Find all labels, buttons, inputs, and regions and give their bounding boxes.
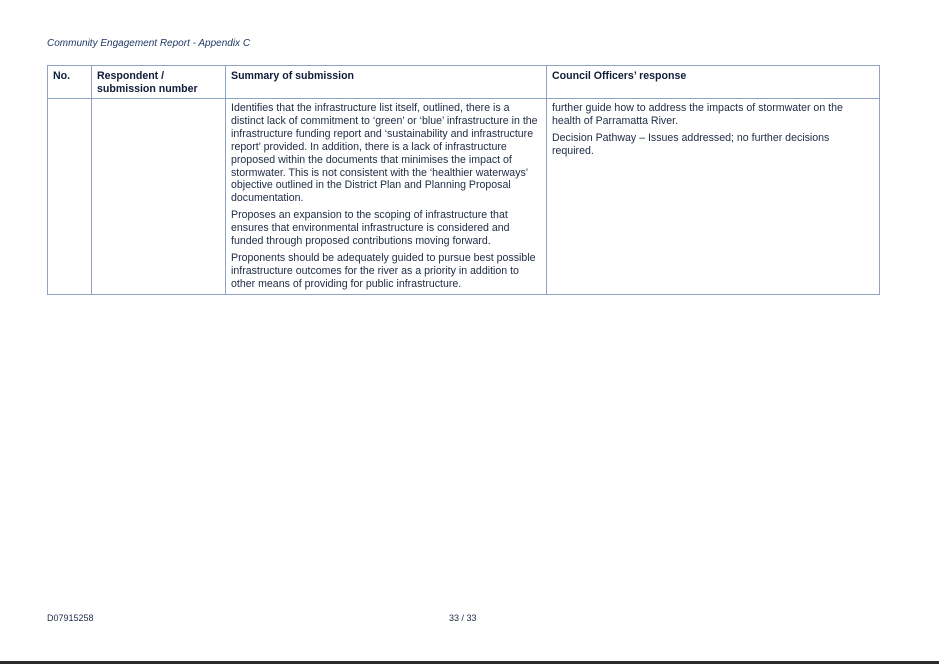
cell-summary xyxy=(226,99,547,295)
cell-respondent xyxy=(92,99,226,295)
table-row xyxy=(48,99,880,295)
response-paragraph: further guide how to address the impacts of stormwater on the health of Parramatta River. xyxy=(552,102,843,127)
column-header-summary: Summary of submission xyxy=(226,66,547,99)
column-header-respondent: Respondent / submission number xyxy=(92,66,226,99)
response-paragraph: Decision Pathway – Issues addressed; no further decisions required. xyxy=(552,131,830,157)
submissions-table xyxy=(47,65,880,295)
cell-response xyxy=(547,99,880,295)
column-header-no: No. xyxy=(48,66,92,99)
summary-paragraph: Proposes an expansion to the scoping of infrastructure that ensures that environmental infrastructure is considered and funded through proposed contributions moving forward. xyxy=(231,209,510,248)
summary-paragraph: Proponents should be adequately guided to pursue best possible infrastructure outcomes for the river as a priority in addition to other means of providing for public infrastructure. xyxy=(231,251,536,290)
summary-paragraph: Identifies that the infrastructure list itself, outlined, there is a distinct lack of commitment to ‘green’ or ‘blue’ infrastructure in the infrastructure funding report and ‘sustainability and infrastructure report’ provided. In addition, there is a lack of infrastructure proposed within the documents that minimises the impact of stormwater. This is not consistent with the ‘healthier waterways’ objective outlined in the District Plan and Planning Proposal documentation. xyxy=(231,102,538,205)
page-header-title: Community Engagement Report - Appendix C xyxy=(47,38,251,49)
table-header-row xyxy=(48,66,880,99)
page-number: 33 / 33 xyxy=(449,613,477,623)
document-id: D07915258 xyxy=(47,613,94,623)
cell-no xyxy=(48,99,92,295)
column-header-response: Council Officers’ response xyxy=(547,66,880,99)
